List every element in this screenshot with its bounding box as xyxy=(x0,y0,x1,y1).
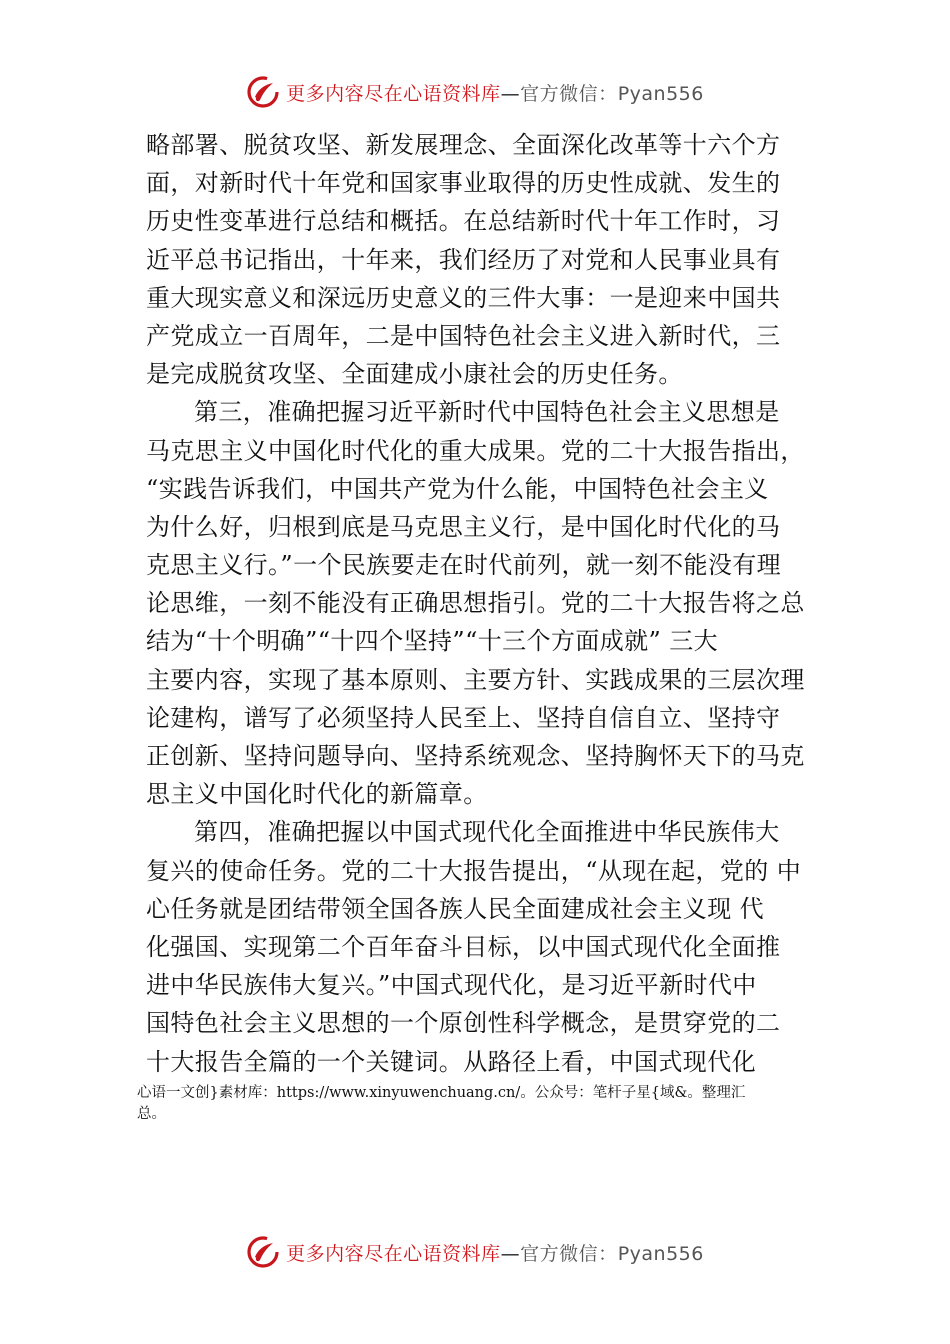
body-text-line: 结为“十个明确”“十四个坚持”“十三个方面成就” 三大 xyxy=(146,627,719,656)
brush-swirl-logo-icon xyxy=(246,1235,280,1269)
banner-main-text: 更多内容尽在心语资料库 xyxy=(286,82,501,105)
body-text-line: 主要内容，实现了基本原则、主要方针、实践成果的三层次理 xyxy=(146,665,805,694)
body-text-line: 进中华民族伟大复兴。”中国式现代化，是习近平新时代中 xyxy=(146,971,757,1000)
body-text-line: 心任务就是团结带领全国各族人民全面建成社会主义现 代 xyxy=(146,894,765,923)
body-text-line: 重大现实意义和深远历史意义的三件大事：一是迎来中国共 xyxy=(146,283,781,312)
body-text-line: 面，对新时代十年党和国家事业取得的历史性成就、发生的 xyxy=(146,169,781,198)
brush-swirl-logo-icon xyxy=(246,75,280,109)
body-text-line: 国特色社会主义思想的一个原创性科学概念，是贯穿党的二 xyxy=(146,1009,781,1038)
body-text-line: 第三，准确把握习近平新时代中国特色社会主义思想是 xyxy=(194,398,780,427)
body-text-line: 正创新、坚持问题导向、坚持系统观念、坚持胸怀天下的马克 xyxy=(146,742,805,770)
footnote xyxy=(137,1083,837,1125)
body-text-line: 马克思主义中国化时代化的重大成果。党的二十大报告指出， xyxy=(146,436,805,465)
body-text-line: “实践告诉我们，中国共产党为什么能，中国特色社会主义 xyxy=(146,474,769,503)
body-text-line: 第四，准确把握以中国式现代化全面推进中华民族伟大 xyxy=(194,818,780,847)
body-text-line: 化强国、实现第二个百年奋斗目标，以中国式现代化全面推 xyxy=(146,932,781,961)
body-text-line: 复兴的使命任务。党的二十大报告提出，“从现在起，党的 中 xyxy=(146,856,802,885)
footnote-line-1: 心语一文创}素材库：https://www.xinyuwenchuang.cn/。公众号：笔杆子星{域&。整理汇 xyxy=(137,1085,746,1101)
body-text-line: 为什么好，归根到底是马克思主义行，是中国化时代化的马 xyxy=(146,512,781,541)
body-text-line: 思主义中国化时代化的新篇章。 xyxy=(146,780,488,809)
banner-wechat-label: 官方微信： xyxy=(520,82,618,105)
banner-separator: — xyxy=(500,82,521,105)
body-text-line: 克思主义行。”一个民族要走在时代前列，就一刻不能没有理 xyxy=(146,551,782,580)
body-text-line: 是完成脱贫攻坚、全面建成小康社会的历史任务。 xyxy=(146,360,683,389)
banner-text xyxy=(286,79,704,106)
banner-text xyxy=(286,1239,704,1266)
banner-wechat-id: Pyan556 xyxy=(617,1242,704,1265)
body-text-line: 论思维，一刻不能没有正确思想指引。党的二十大报告将之总 xyxy=(146,589,805,618)
body-text-line: 略部署、脱贫攻坚、新发展理念、全面深化改革等十六个方 xyxy=(146,131,781,159)
footer-banner xyxy=(0,1232,950,1272)
banner-wechat-label: 官方微信： xyxy=(520,1242,618,1265)
banner-main-text: 更多内容尽在心语资料库 xyxy=(286,1242,501,1265)
header-banner xyxy=(0,72,950,112)
body-text-line: 十大报告全篇的一个关键词。从路径上看，中国式现代化 xyxy=(146,1047,756,1076)
body-text-line: 近平总书记指出，十年来，我们经历了对党和人民事业具有 xyxy=(146,245,781,274)
banner-separator: — xyxy=(500,1242,521,1265)
body-text-line: 产党成立一百周年，二是中国特色社会主义进入新时代，三 xyxy=(146,321,781,350)
footnote-line-2: 总。 xyxy=(137,1106,166,1122)
body-text-line: 历史性变革进行总结和概括。在总结新时代十年工作时，习 xyxy=(146,207,781,236)
banner-wechat-id: Pyan556 xyxy=(617,82,704,105)
document-body xyxy=(146,126,834,1081)
body-text-line: 论建构，谱写了必须坚持人民至上、坚持自信自立、坚持守 xyxy=(146,703,781,732)
